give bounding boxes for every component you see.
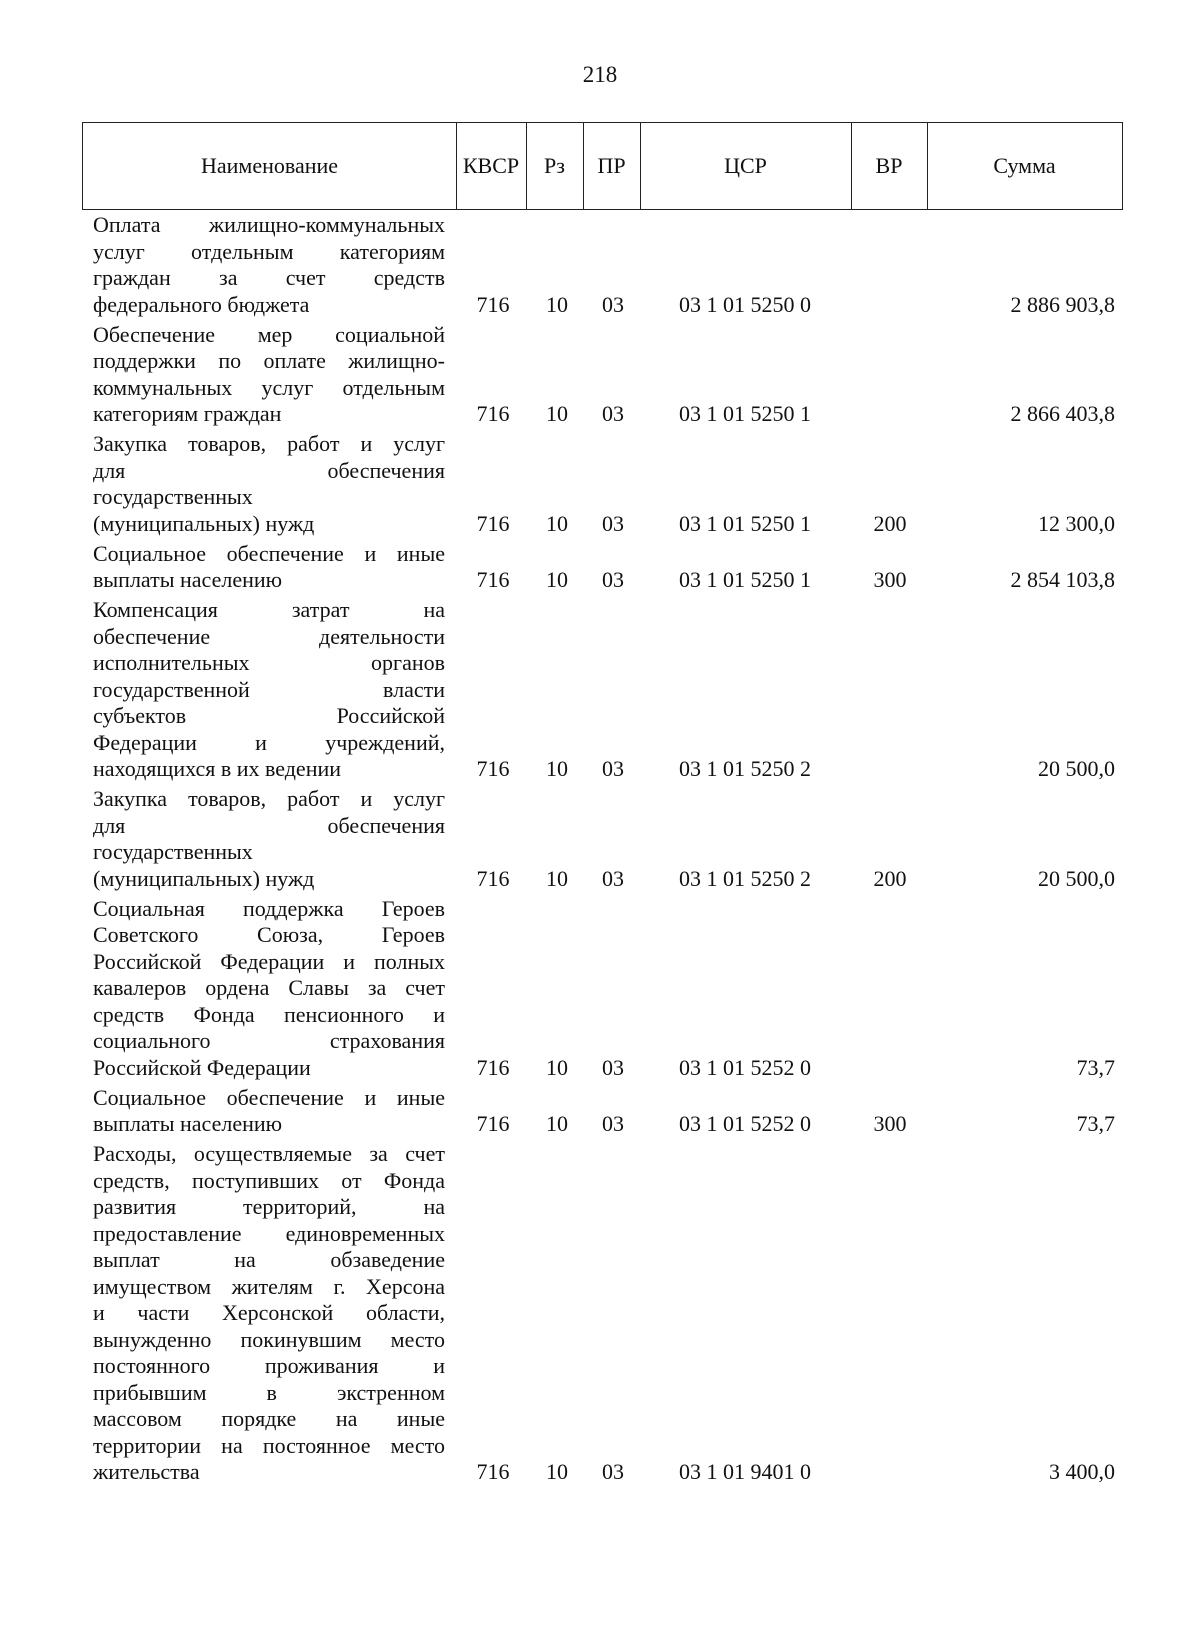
- row-name: [93, 322, 445, 428]
- row-name: [93, 896, 445, 1082]
- row-name-line: развития территорий, на: [93, 1194, 445, 1219]
- row-name-line: Оплата жилищно-коммунальных: [93, 212, 445, 237]
- row-name-line: Российской Федерации и полных: [93, 948, 445, 974]
- column-header-pr: ПР: [597, 153, 626, 178]
- csr-cell: 03 1 01 5252 0: [679, 1054, 811, 1080]
- row-name-line: Закупка товаров, работ и услуг: [93, 431, 445, 456]
- row-name: [93, 1085, 445, 1138]
- vr-cell: 200: [873, 865, 907, 891]
- pr-cell: 03: [602, 756, 624, 781]
- row-name-line: (муниципальных) нужд: [93, 865, 315, 891]
- row-name-line: имуществом жителям г. Херсона: [93, 1273, 445, 1299]
- csr-cell: 03 1 01 5250 2: [679, 865, 811, 891]
- row-name-line: Компенсация затрат на: [93, 597, 445, 622]
- row-name-line: исполнительных органов: [93, 650, 445, 675]
- sum-cell: 12 300,0: [1038, 510, 1115, 536]
- sum-cell: 20 500,0: [1038, 756, 1115, 781]
- kvsr-cell: 716: [476, 756, 510, 781]
- vr-cell: 300: [873, 567, 907, 592]
- row-name: [93, 786, 445, 892]
- kvsr-cell: 716: [476, 1111, 510, 1136]
- row-name: [93, 212, 445, 318]
- vr-cell: 200: [873, 510, 907, 536]
- rz-cell: 10: [546, 865, 568, 891]
- column-header-rz: Рз: [544, 153, 565, 178]
- csr-cell: 03 1 01 5250 1: [679, 567, 811, 592]
- row-name-line: постоянного проживания и: [93, 1353, 445, 1378]
- row-name-line: коммунальных услуг отдельным: [93, 374, 445, 400]
- sum-cell: 2 886 903,8: [1010, 291, 1115, 317]
- row-name-line: Российской Федерации: [93, 1054, 311, 1080]
- row-name-line: вынужденно покинувшим место: [93, 1326, 445, 1352]
- rz-cell: 10: [546, 1054, 568, 1080]
- row-name-line: средств Фонда пенсионного и: [93, 1001, 445, 1027]
- sum-cell: 73,7: [1076, 1054, 1115, 1080]
- column-header-sum: Сумма: [993, 153, 1056, 178]
- pr-cell: 03: [602, 1111, 624, 1136]
- row-name-line: Закупка товаров, работ и услуг: [93, 786, 445, 811]
- row-name-line: Советского Союза, Героев: [93, 922, 445, 947]
- row-name-line: государственных: [93, 484, 253, 509]
- rz-cell: 10: [546, 510, 568, 536]
- row-name-line: выплаты населению: [93, 567, 283, 592]
- row-name-line: поддержки по оплате жилищно-: [93, 348, 445, 373]
- row-name-line: Федерации и учреждений,: [93, 729, 445, 755]
- row-name-line: и части Херсонской области,: [93, 1300, 445, 1325]
- row-name-line: кавалеров ордена Славы за счет: [93, 975, 445, 1000]
- row-name-line: граждан за счет средств: [93, 265, 445, 290]
- vr-cell: 300: [873, 1111, 907, 1136]
- pr-cell: 03: [602, 1054, 624, 1080]
- kvsr-cell: 716: [476, 1459, 510, 1484]
- column-header-csr: ЦСР: [724, 153, 767, 178]
- pr-cell: 03: [602, 865, 624, 891]
- csr-cell: 03 1 01 5250 1: [679, 510, 811, 536]
- row-name-line: массовом порядке на иные: [93, 1406, 445, 1431]
- csr-cell: 03 1 01 5252 0: [679, 1111, 811, 1136]
- kvsr-cell: 716: [476, 401, 510, 426]
- kvsr-cell: 716: [476, 567, 510, 592]
- row-name-line: государственных: [93, 839, 253, 864]
- row-name-line: обеспечение деятельности: [93, 623, 445, 649]
- row-name-line: жительства: [93, 1459, 200, 1484]
- csr-cell: 03 1 01 5250 2: [679, 756, 811, 781]
- row-name-line: выплаты населению: [93, 1111, 283, 1136]
- rz-cell: 10: [546, 291, 568, 317]
- sum-cell: 73,7: [1076, 1111, 1115, 1136]
- pr-cell: 03: [602, 567, 624, 592]
- column-header-vr: ВР: [875, 153, 903, 178]
- pr-cell: 03: [602, 510, 624, 536]
- pr-cell: 03: [602, 401, 624, 426]
- sum-cell: 20 500,0: [1038, 865, 1115, 891]
- row-name: [93, 431, 445, 537]
- row-name-line: Социальная поддержка Героев: [93, 895, 445, 921]
- row-name-line: Расходы, осуществляемые за счет: [93, 1141, 445, 1166]
- row-name-line: для обеспечения: [93, 457, 445, 483]
- row-name-line: для обеспечения: [93, 812, 445, 838]
- rz-cell: 10: [546, 756, 568, 781]
- column-header-name: Наименование: [200, 153, 339, 178]
- row-name-line: предоставление единовременных: [93, 1220, 445, 1246]
- row-name-line: Социальное обеспечение и иные: [93, 540, 445, 566]
- sum-cell: 3 400,0: [1049, 1459, 1115, 1484]
- table-header: [82, 122, 1123, 210]
- pr-cell: 03: [602, 1459, 624, 1484]
- rz-cell: 10: [546, 567, 568, 592]
- row-name-line: выплат на обзаведение: [93, 1247, 445, 1272]
- kvsr-cell: 716: [476, 291, 510, 317]
- row-name-line: прибывшим в экстренном: [93, 1379, 445, 1405]
- column-header-kvsr: КВСР: [462, 153, 520, 178]
- kvsr-cell: 716: [476, 1054, 510, 1080]
- row-name-line: (муниципальных) нужд: [93, 510, 315, 536]
- row-name-line: категориям граждан: [93, 401, 282, 426]
- row-name-line: субъектов Российской: [93, 703, 445, 728]
- rz-cell: 10: [546, 1459, 568, 1484]
- pr-cell: 03: [602, 291, 624, 317]
- csr-cell: 03 1 01 5250 1: [679, 401, 811, 426]
- sum-cell: 2 854 103,8: [1010, 567, 1115, 592]
- rz-cell: 10: [546, 401, 568, 426]
- page-number: 218: [582, 62, 618, 87]
- kvsr-cell: 716: [476, 865, 510, 891]
- row-name: [93, 1141, 445, 1486]
- row-name-line: находящихся в их ведении: [93, 756, 342, 781]
- row-name-line: территории на постоянное место: [93, 1432, 445, 1458]
- row-name-line: Обеспечение мер социальной: [93, 321, 445, 347]
- row-name-line: Социальное обеспечение и иные: [93, 1084, 445, 1110]
- row-name: [93, 597, 445, 783]
- rz-cell: 10: [546, 1111, 568, 1136]
- row-name-line: услуг отдельным категориям: [93, 238, 445, 264]
- row-name-line: социального страхования: [93, 1028, 445, 1053]
- sum-cell: 2 866 403,8: [1010, 401, 1115, 426]
- row-name-line: федерального бюджета: [93, 291, 310, 317]
- row-name: [93, 541, 445, 594]
- row-name-line: средств, поступивших от Фонда: [93, 1167, 445, 1193]
- csr-cell: 03 1 01 5250 0: [679, 291, 811, 317]
- row-name-line: государственной власти: [93, 676, 445, 702]
- csr-cell: 03 1 01 9401 0: [679, 1459, 811, 1484]
- kvsr-cell: 716: [476, 510, 510, 536]
